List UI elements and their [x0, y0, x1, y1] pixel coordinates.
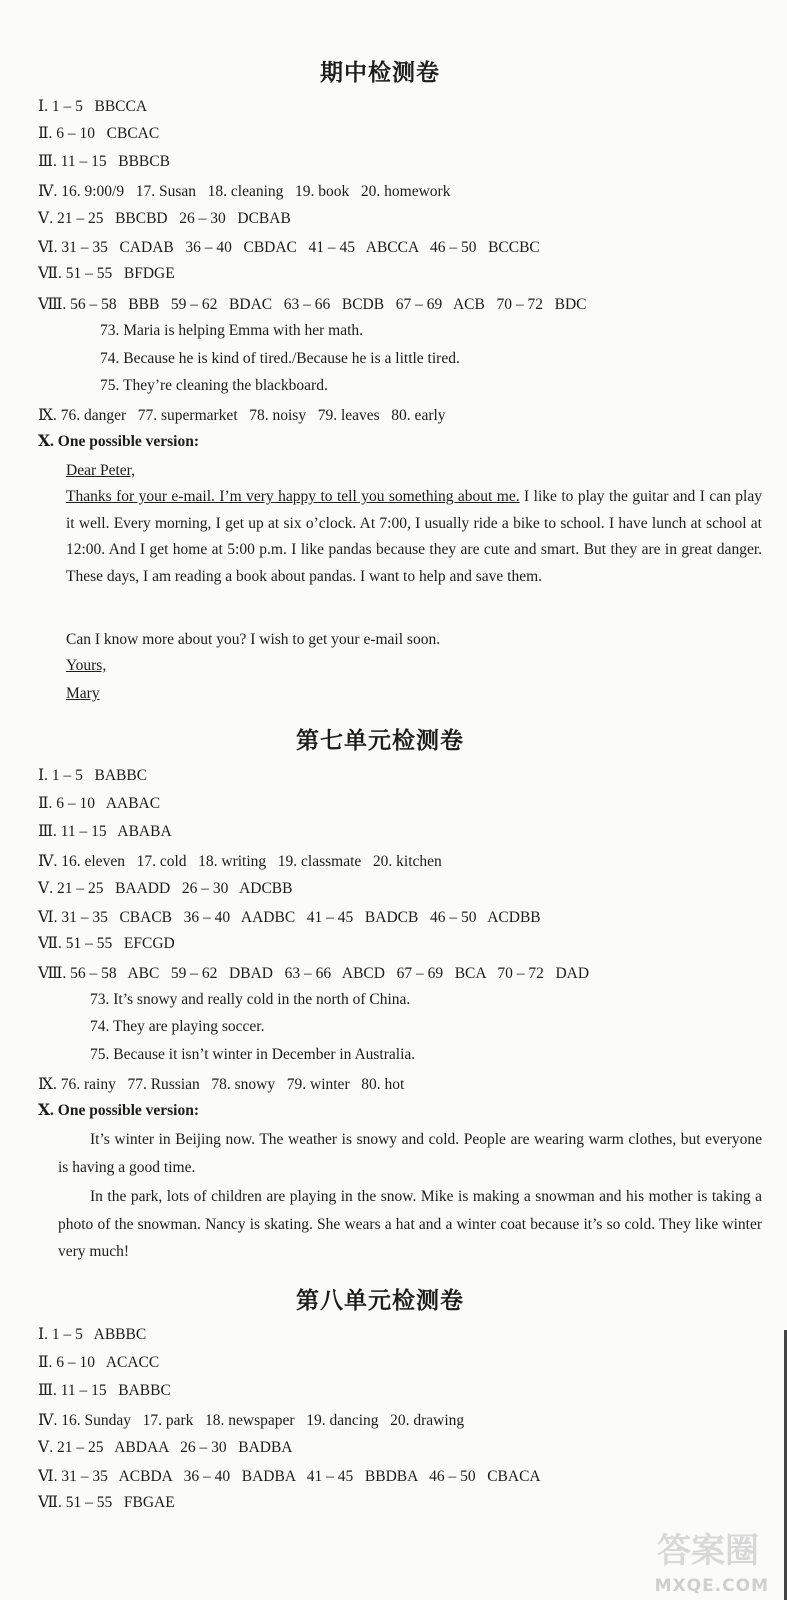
answer-line: Ⅴ. 21 – 25 BBCBD 26 – 30 DCBAB — [38, 210, 291, 227]
letter-yours: Yours, — [66, 657, 107, 674]
letter-body: Thanks for your e-mail. I’m very happy to tell you something about me. I like to play the guitar and I can play it well. Every morning, I get up at six o’clock. At 7:00, I usually ride a bike to school. I have lunch at school at 12:00. And I get home at 5:00 p.m. I like pandas because they are cute and smart. But they are in great danger. These days, I am reading a book about pandas. I want to help and save them. — [66, 488, 762, 585]
answer-line: Ⅴ. 21 – 25 ABDAA 26 – 30 BADBA — [38, 1439, 293, 1456]
answer-sentence: 74. They are playing soccer. — [90, 1018, 265, 1035]
answer-line: Ⅷ. 56 – 58 BBB 59 – 62 BDAC 63 – 66 BCDB 67 – 69 ACB 70 – 72 BDC — [38, 296, 587, 313]
answer-sentence: 75. They’re cleaning the blackboard. — [100, 377, 328, 394]
section-title-midterm: 期中检测卷 — [320, 60, 440, 86]
letter-signature: Mary — [66, 685, 100, 702]
letter-greeting: Dear Peter, — [66, 462, 136, 479]
answer-line: Ⅱ. 6 – 10 AABAC — [38, 795, 161, 812]
answer-line: Ⅶ. 51 – 55 EFCGD — [38, 935, 175, 952]
answer-sentence: 73. Maria is helping Emma with her math. — [100, 322, 364, 339]
writing-heading: Ⅹ. One possible version: — [38, 1102, 200, 1119]
answer-line: Ⅱ. 6 – 10 ACACC — [38, 1354, 160, 1371]
answer-sentence: 74. Because he is kind of tired./Because he is a little tired. — [100, 350, 460, 367]
answer-line: Ⅳ. 16. Sunday 17. park 18. newspaper 19. dancing 20. drawing — [38, 1412, 465, 1429]
answer-line: Ⅳ. 16. eleven 17. cold 18. writing 19. classmate 20. kitchen — [38, 853, 442, 870]
answer-line: Ⅱ. 6 – 10 CBCAC — [38, 125, 160, 142]
writing-heading: Ⅹ. One possible version: — [38, 433, 200, 450]
essay-paragraph-1: It’s winter in Beijing now. The weather is snowy and cold. People are wearing warm clothes, but everyone is having a good time. — [58, 1131, 762, 1176]
section-title-unit8: 第八单元检测卷 — [296, 1288, 464, 1314]
answer-sentence: 75. Because it isn’t winter in December in Australia. — [90, 1046, 416, 1063]
answer-line: Ⅵ. 31 – 35 ACBDA 36 – 40 BADBA 41 – 45 BBDBA 46 – 50 CBACA — [38, 1468, 541, 1485]
answer-line: Ⅳ. 16. 9:00/9 17. Susan 18. cleaning 19. book 20. homework — [38, 183, 451, 200]
section-title-unit7: 第七单元检测卷 — [296, 728, 464, 754]
watermark-url: MXQE.COM — [654, 1576, 769, 1596]
answer-sentence: 73. It’s snowy and really cold in the north of China. — [90, 991, 411, 1008]
answer-line: Ⅰ. 1 – 5 ABBBC — [38, 1326, 147, 1343]
answer-line: Ⅷ. 56 – 58 ABC 59 – 62 DBAD 63 – 66 ABCD 67 – 69 BCA 70 – 72 DAD — [38, 965, 590, 982]
answer-line: Ⅰ. 1 – 5 BABBC — [38, 767, 148, 784]
answer-line: Ⅲ. 11 – 15 BABBC — [38, 1382, 171, 1399]
answer-line: Ⅸ. 76. danger 77. supermarket 78. noisy 79. leaves 80. early — [38, 407, 446, 424]
answer-line: Ⅶ. 51 – 55 FBGAE — [38, 1494, 175, 1511]
answer-line: Ⅴ. 21 – 25 BAADD 26 – 30 ADCBB — [38, 880, 293, 897]
letter-closing-line: Can I know more about you? I wish to get your e-mail soon. — [66, 631, 441, 648]
answer-line: Ⅰ. 1 – 5 BBCCA — [38, 98, 148, 115]
answer-line: Ⅶ. 51 – 55 BFDGE — [38, 265, 175, 282]
answer-line: Ⅵ. 31 – 35 CADAB 36 – 40 CBDAC 41 – 45 ABCCA 46 – 50 BCCBC — [38, 239, 540, 256]
watermark-logo: 答案圈 — [657, 1531, 759, 1571]
answer-line: Ⅵ. 31 – 35 CBACB 36 – 40 AADBC 41 – 45 BADCB 46 – 50 ACDBB — [38, 909, 541, 926]
answer-line: Ⅲ. 11 – 15 BBBCB — [38, 153, 170, 170]
answer-line: Ⅸ. 76. rainy 77. Russian 78. snowy 79. winter 80. hot — [38, 1076, 405, 1093]
essay-paragraph-2: In the park, lots of children are playing in the snow. Mike is making a snowman and his mother is taking a photo of the snowman. Nancy is skating. She wears a hat and a winter coat because it’s so cold. They like winter very much! — [58, 1188, 762, 1260]
answer-line: Ⅲ. 11 – 15 ABABA — [38, 823, 172, 840]
